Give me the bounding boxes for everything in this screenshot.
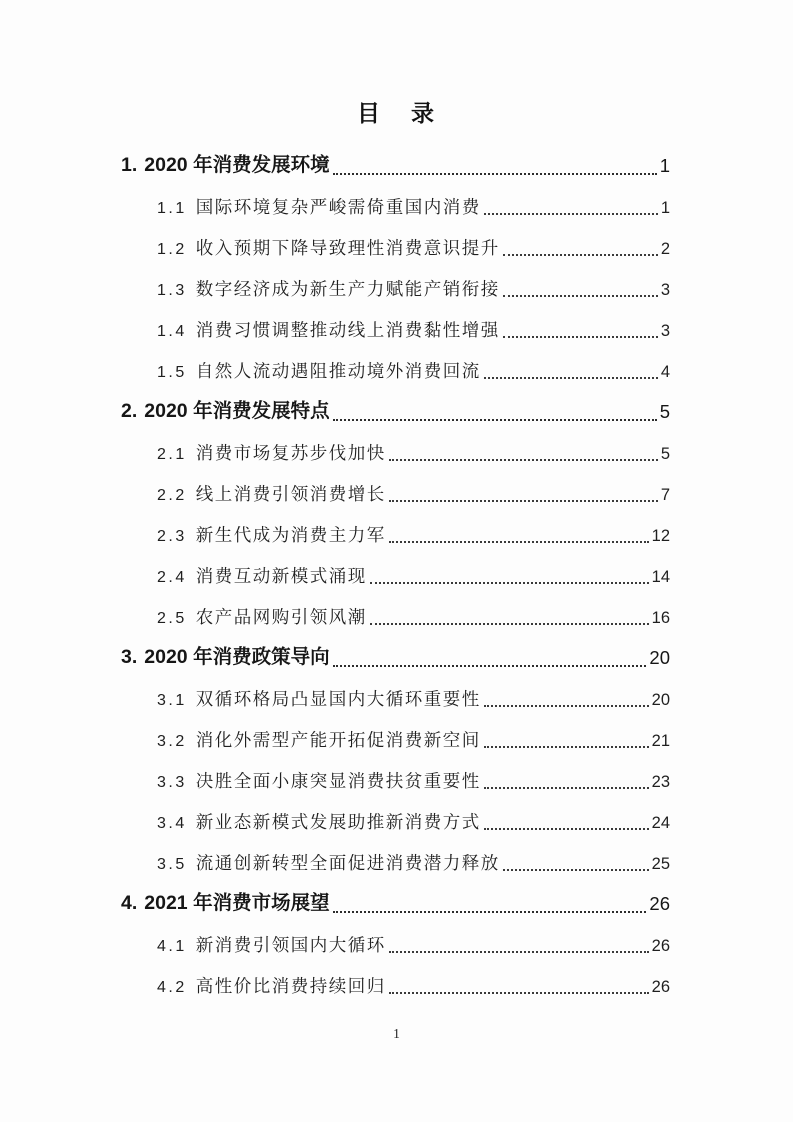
toc-entry-number: 3.4 [157,814,187,832]
toc-entry[interactable] [157,923,670,964]
toc-entry[interactable] [157,800,670,841]
toc-list [121,144,670,1005]
toc-entry[interactable] [121,882,670,923]
toc-entry-title: 消化外需型产能开拓促消费新空间 [195,730,481,751]
toc-entry[interactable] [157,472,670,513]
toc-entry[interactable] [157,759,670,800]
toc-entry[interactable] [157,554,670,595]
toc-leader-dots [333,173,657,175]
toc-entry-number: 3. [121,646,138,669]
toc-entry-title: 新消费引领国内大循环 [195,935,386,956]
toc-entry-title: 2020 年消费发展特点 [144,400,330,423]
page-title: 目 录 [356,100,437,126]
toc-entry-number: 2.4 [157,568,187,586]
toc-entry[interactable] [157,308,670,349]
toc-entry-page: 26 [651,937,670,956]
toc-entry-number: 1. [121,154,138,177]
toc-entry[interactable] [157,226,670,267]
toc-leader-dots [484,828,649,830]
toc-entry-title: 数字经济成为新生产力赋能产销衔接 [195,279,500,300]
toc-entry[interactable] [121,144,670,185]
toc-leader-dots [370,623,649,625]
toc-entry-number: 1.4 [157,322,187,340]
toc-entry-page: 20 [649,647,670,669]
toc-entry-page: 4 [660,363,670,382]
toc-leader-dots [389,459,658,461]
toc-entry-number: 2.3 [157,527,187,545]
toc-leader-dots [333,665,647,667]
toc-entry-page: 14 [651,568,670,587]
toc-leader-dots [389,992,649,994]
toc-entry[interactable] [121,636,670,677]
toc-entry-page: 21 [651,732,670,751]
toc-leader-dots [389,541,649,543]
toc-leader-dots [503,295,658,297]
toc-entry-page: 26 [649,893,670,915]
toc-entry-title: 消费互动新模式涌现 [195,566,367,587]
toc-entry-page: 5 [659,401,670,423]
toc-entry-page: 3 [660,322,670,341]
toc-leader-dots [333,911,647,913]
toc-entry-title: 收入预期下降导致理性消费意识提升 [195,238,500,259]
toc-entry[interactable] [157,595,670,636]
toc-leader-dots [484,787,649,789]
toc-entry[interactable] [157,841,670,882]
toc-leader-dots [389,951,649,953]
toc-entry-title: 消费习惯调整推动线上消费黏性增强 [195,320,500,341]
footer-page-number: 1 [393,1026,400,1041]
toc-entry[interactable] [157,677,670,718]
toc-entry-title: 决胜全面小康突显消费扶贫重要性 [195,771,481,792]
toc-entry-page: 26 [651,978,670,997]
toc-entry-title: 新生代成为消费主力军 [195,525,386,546]
toc-entry-page: 16 [651,609,670,628]
toc-leader-dots [484,377,658,379]
toc-entry-page: 12 [651,527,670,546]
toc-leader-dots [389,500,658,502]
toc-entry-number: 3.3 [157,773,187,791]
toc-entry[interactable] [157,185,670,226]
toc-entry-number: 1.1 [157,199,187,217]
toc-entry-title: 线上消费引领消费增长 [195,484,386,505]
toc-entry-title: 高性价比消费持续回归 [195,976,386,997]
toc-entry-number: 4.2 [157,978,187,996]
toc-leader-dots [484,746,649,748]
toc-entry-number: 2.1 [157,445,187,463]
toc-entry-title: 国际环境复杂严峻需倚重国内消费 [195,197,481,218]
toc-leader-dots [503,336,658,338]
toc-entry-number: 2. [121,400,138,423]
toc-entry-page: 20 [651,691,670,710]
toc-entry-number: 1.3 [157,281,187,299]
toc-entry-number: 3.1 [157,691,187,709]
toc-entry[interactable] [157,513,670,554]
toc-entry-number: 3.5 [157,855,187,873]
toc-entry-number: 3.2 [157,732,187,750]
toc-entry[interactable] [121,390,670,431]
toc-entry-title: 自然人流动遇阻推动境外消费回流 [195,361,481,382]
toc-entry-title: 流通创新转型全面促进消费潜力释放 [195,853,500,874]
toc-entry[interactable] [157,349,670,390]
toc-entry[interactable] [157,718,670,759]
toc-entry-title: 新业态新模式发展助推新消费方式 [195,812,481,833]
toc-leader-dots [484,213,658,215]
toc-entry-title: 双循环格局凸显国内大循环重要性 [195,689,481,710]
toc-entry-title: 消费市场复苏步伐加快 [195,443,386,464]
toc-leader-dots [370,582,649,584]
toc-entry-page: 5 [660,445,670,464]
toc-entry-page: 23 [651,773,670,792]
toc-entry-number: 1.5 [157,363,187,381]
toc-entry-number: 4. [121,892,138,915]
toc-leader-dots [484,705,649,707]
toc-entry-number: 4.1 [157,937,187,955]
toc-leader-dots [503,254,658,256]
toc-entry-page: 3 [660,281,670,300]
toc-leader-dots [333,419,657,421]
toc-entry-page: 7 [660,486,670,505]
toc-entry-title: 2020 年消费政策导向 [144,646,330,669]
toc-entry-title: 2021 年消费市场展望 [144,892,330,915]
toc-entry[interactable] [157,267,670,308]
toc-entry-page: 1 [659,155,670,177]
toc-entry-title: 农产品网购引领风潮 [195,607,367,628]
toc-entry-number: 2.2 [157,486,187,504]
toc-entry-page: 2 [660,240,670,259]
toc-entry-number: 1.2 [157,240,187,258]
toc-entry[interactable] [157,431,670,472]
toc-entry-page: 1 [660,199,670,218]
toc-entry-title: 2020 年消费发展环境 [144,154,330,177]
toc-entry-page: 24 [651,814,670,833]
toc-entry-number: 2.5 [157,609,187,627]
toc-entry[interactable] [157,964,670,1005]
toc-entry-page: 25 [651,855,670,874]
toc-leader-dots [503,869,649,871]
